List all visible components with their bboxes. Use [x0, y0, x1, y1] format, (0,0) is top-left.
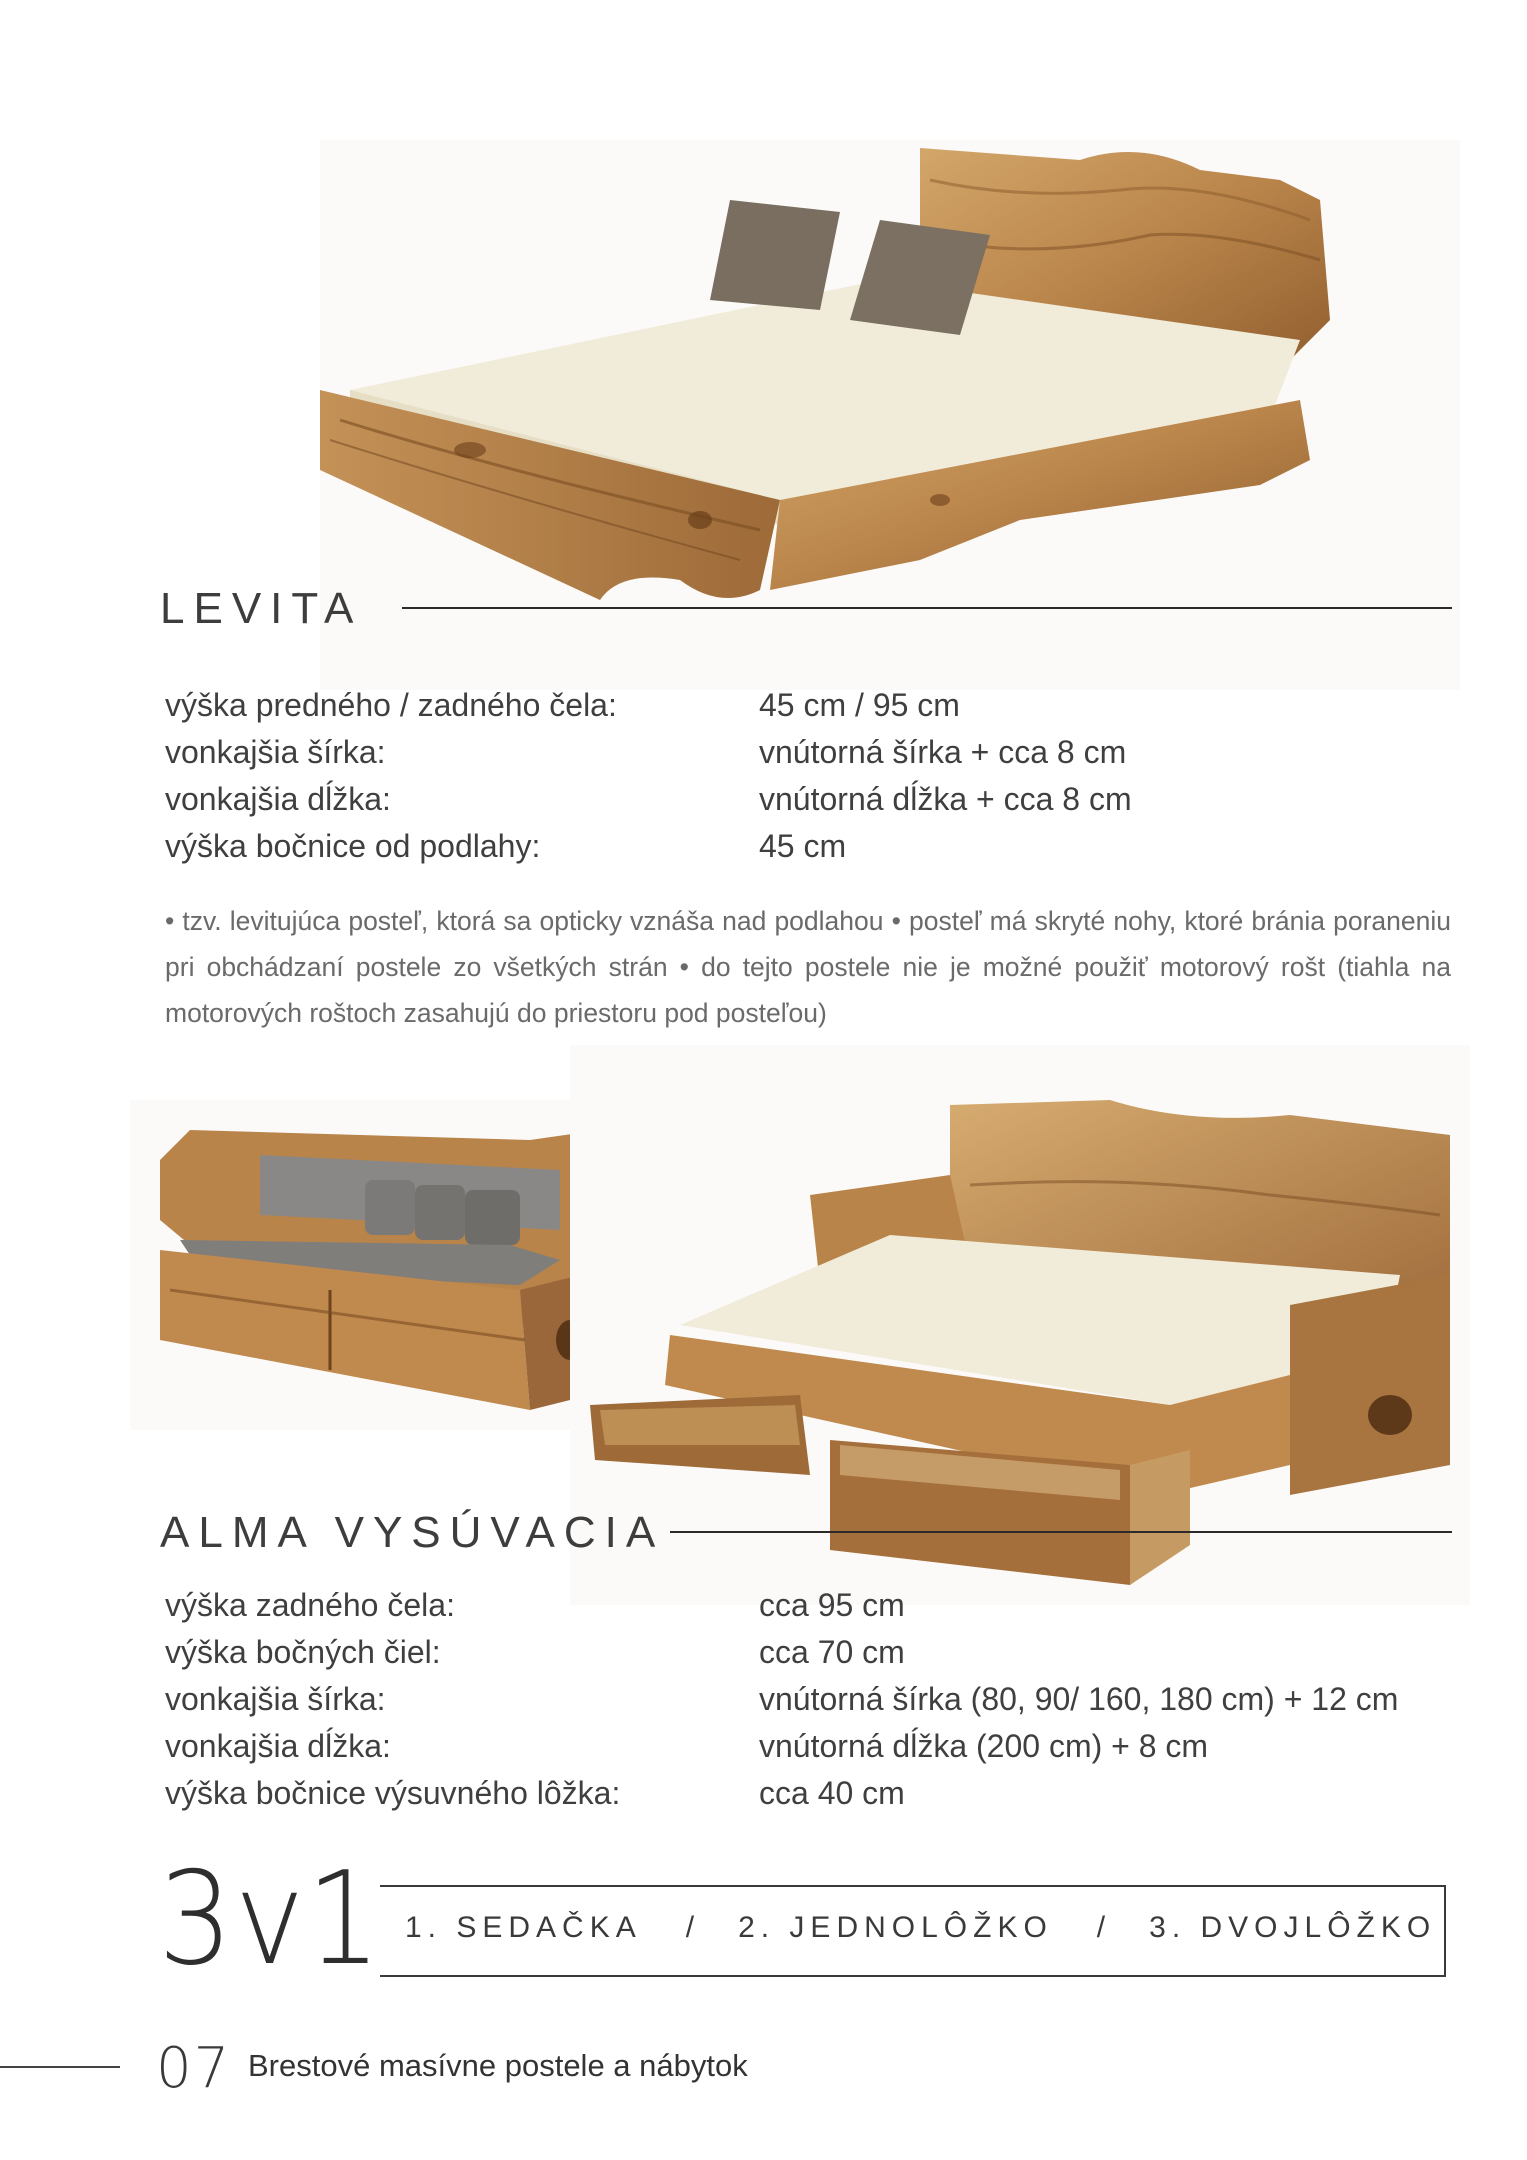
- three-in-one-label: 3v1: [158, 1845, 384, 1994]
- spec-label: výška predného / zadného čela:: [165, 687, 617, 723]
- alma-sofa-photo: [130, 1100, 640, 1430]
- spec-label: vonkajšia šírka:: [165, 1681, 386, 1717]
- levita-title: LEVITA: [160, 584, 363, 633]
- spec-label: vonkajšia dĺžka:: [165, 781, 391, 817]
- separator: /: [1096, 1911, 1106, 1944]
- spec-row: [165, 823, 1132, 870]
- spec-row: [165, 1629, 1398, 1676]
- spec-row: [165, 1770, 1398, 1817]
- levita-specs: [165, 682, 1132, 870]
- spec-value: cca 40 cm: [759, 1775, 905, 1811]
- alma-bed-photo: [570, 1045, 1470, 1605]
- spec-label: výška bočnice od podlahy:: [165, 828, 541, 864]
- spec-value: vnútorná šírka (80, 90/ 160, 180 cm) + 12 cm: [759, 1681, 1399, 1717]
- three-in-one-box: [380, 1885, 1446, 1977]
- levita-description: • tzv. levitujúca posteľ, ktorá sa opticky vznáša nad podlahou • posteľ má skryté nohy, ktoré bránia poraneniu pri obchádzaní postele zo všetkých strán • do tejto postele nie je možné použiť motorový rošt (tiahla na motorových roštoch zasahujú do priestoru pod posteľou): [165, 906, 1451, 1028]
- spec-row: [165, 682, 1132, 729]
- spec-row: [165, 1723, 1398, 1770]
- footer-rule: [0, 2066, 120, 2068]
- three-in-one-items: [405, 1911, 1436, 1945]
- spec-label: výška zadného čela:: [165, 1587, 455, 1623]
- spec-label: výška bočnice výsuvného lôžka:: [165, 1775, 621, 1811]
- spec-row: [165, 1676, 1398, 1723]
- item-dvojlozko: 3. DVOJLÔŽKO: [1149, 1911, 1437, 1944]
- alma-title: ALMA VYSÚVACIA: [160, 1508, 665, 1557]
- spec-value: vnútorná šírka + cca 8 cm: [759, 734, 1127, 770]
- page-number: 07: [156, 2036, 232, 2101]
- spec-value: vnútorná dĺžka (200 cm) + 8 cm: [759, 1728, 1209, 1764]
- separator: /: [685, 1911, 695, 1944]
- spec-label: výška bočných čiel:: [165, 1634, 441, 1670]
- alma-specs: [165, 1582, 1398, 1817]
- item-jednolozko: 2. JEDNOLÔŽKO: [738, 1911, 1053, 1944]
- spec-row: [165, 729, 1132, 776]
- spec-row: [165, 1582, 1398, 1629]
- spec-value: cca 70 cm: [759, 1634, 905, 1670]
- footer-text: Brestové masívne postele a nábytok: [248, 2048, 748, 2083]
- spec-value: vnútorná dĺžka + cca 8 cm: [759, 781, 1132, 817]
- levita-title-rule: [402, 607, 1452, 609]
- spec-value: 45 cm: [759, 828, 847, 864]
- spec-label: vonkajšia dĺžka:: [165, 1728, 391, 1764]
- spec-value: cca 95 cm: [759, 1587, 905, 1623]
- spec-label: vonkajšia šírka:: [165, 734, 386, 770]
- alma-title-rule: [670, 1531, 1452, 1533]
- spec-row: [165, 776, 1132, 823]
- item-sedacka: 1. SEDAČKA: [405, 1911, 642, 1944]
- spec-value: 45 cm / 95 cm: [759, 687, 960, 723]
